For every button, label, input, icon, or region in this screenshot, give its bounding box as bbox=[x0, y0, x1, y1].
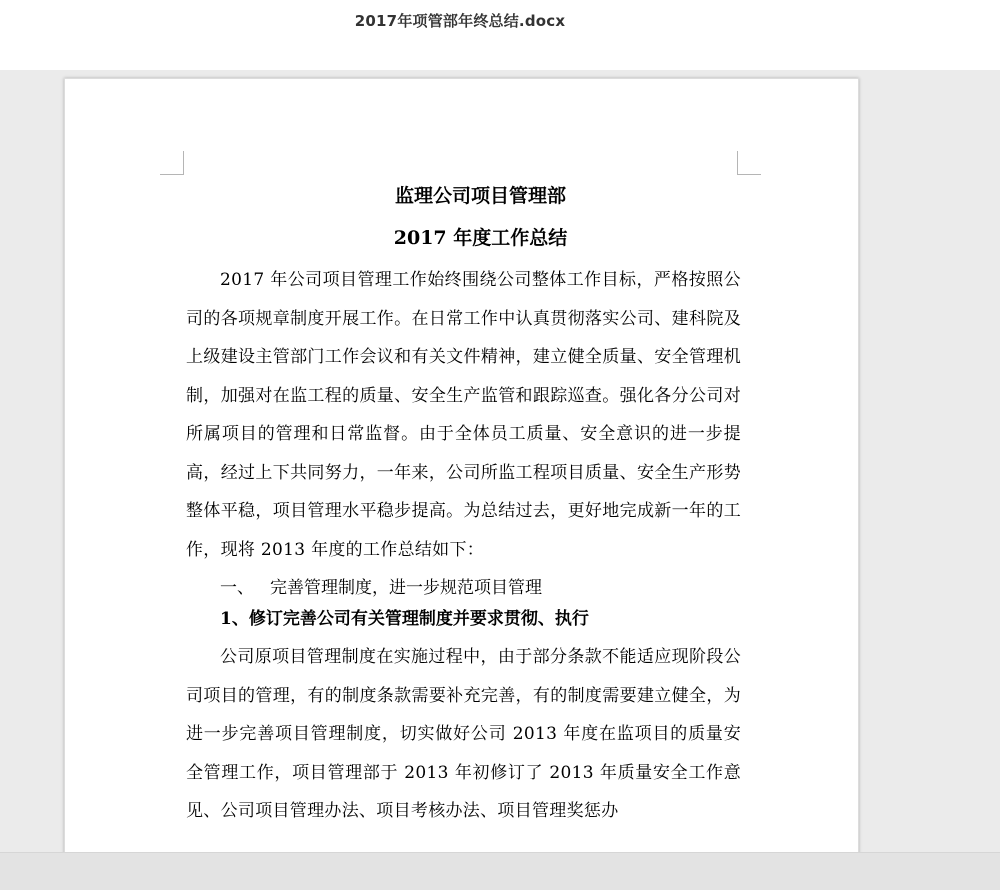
subsection-heading: 1、修订完善公司有关管理制度并要求贯彻、执行 bbox=[220, 609, 589, 629]
paragraph-body: 公司原项目管理制度在实施过程中，由于部分条款不能适应现阶段公司项目的管理，有的制度条款需要补充完善，有的制度需要建立健全，为进一步完善项目管理制度，切实做好公司 2013 年度在监项目的质量安全管理工作，项目管理部于 2013 年初修订了 2013 年质量安全工作意见、公司项目管理办法、项目考核办法、项目管理奖惩办 bbox=[186, 647, 741, 821]
document-filename: 2017年项管部年终总结.docx bbox=[354, 12, 566, 30]
paragraph-intro: 2017 年公司项目管理工作始终围绕公司整体工作目标，严格按照公司的各项规章制度开展工作。在日常工作中认真贯彻落实公司、建科院及上级建设主管部门工作会议和有关文件精神，建立健全质量、安全管理机制，加强对在监工程的质量、安全生产监管和跟踪巡查。强化各分公司对所属项目的管理和日常监督。由于全体员工质量、安全意识的进一步提高，经过上下共同努力，一年来，公司所监工程项目质量、安全生产形势整体平稳，项目管理水平稳步提高。为总结过去，更好地完成新一年的工作，现将 2013 年度的工作总结如下： bbox=[186, 270, 741, 560]
document-title-line1: 监理公司项目管理部 bbox=[394, 185, 566, 207]
section-title: 完善管理制度，进一步规范项目管理 bbox=[270, 578, 542, 598]
document-title-line2: 2017 年度工作总结 bbox=[393, 227, 568, 249]
margin-corner-top-right bbox=[737, 151, 761, 175]
section-heading bbox=[186, 573, 741, 603]
document-page bbox=[64, 78, 859, 852]
section-number: 一、 bbox=[220, 578, 254, 598]
title-bar bbox=[0, 0, 1000, 70]
page-content bbox=[186, 176, 741, 831]
document-viewer[interactable] bbox=[0, 70, 1000, 852]
bottom-toolbar bbox=[0, 852, 1000, 890]
margin-corner-top-left bbox=[160, 151, 184, 175]
